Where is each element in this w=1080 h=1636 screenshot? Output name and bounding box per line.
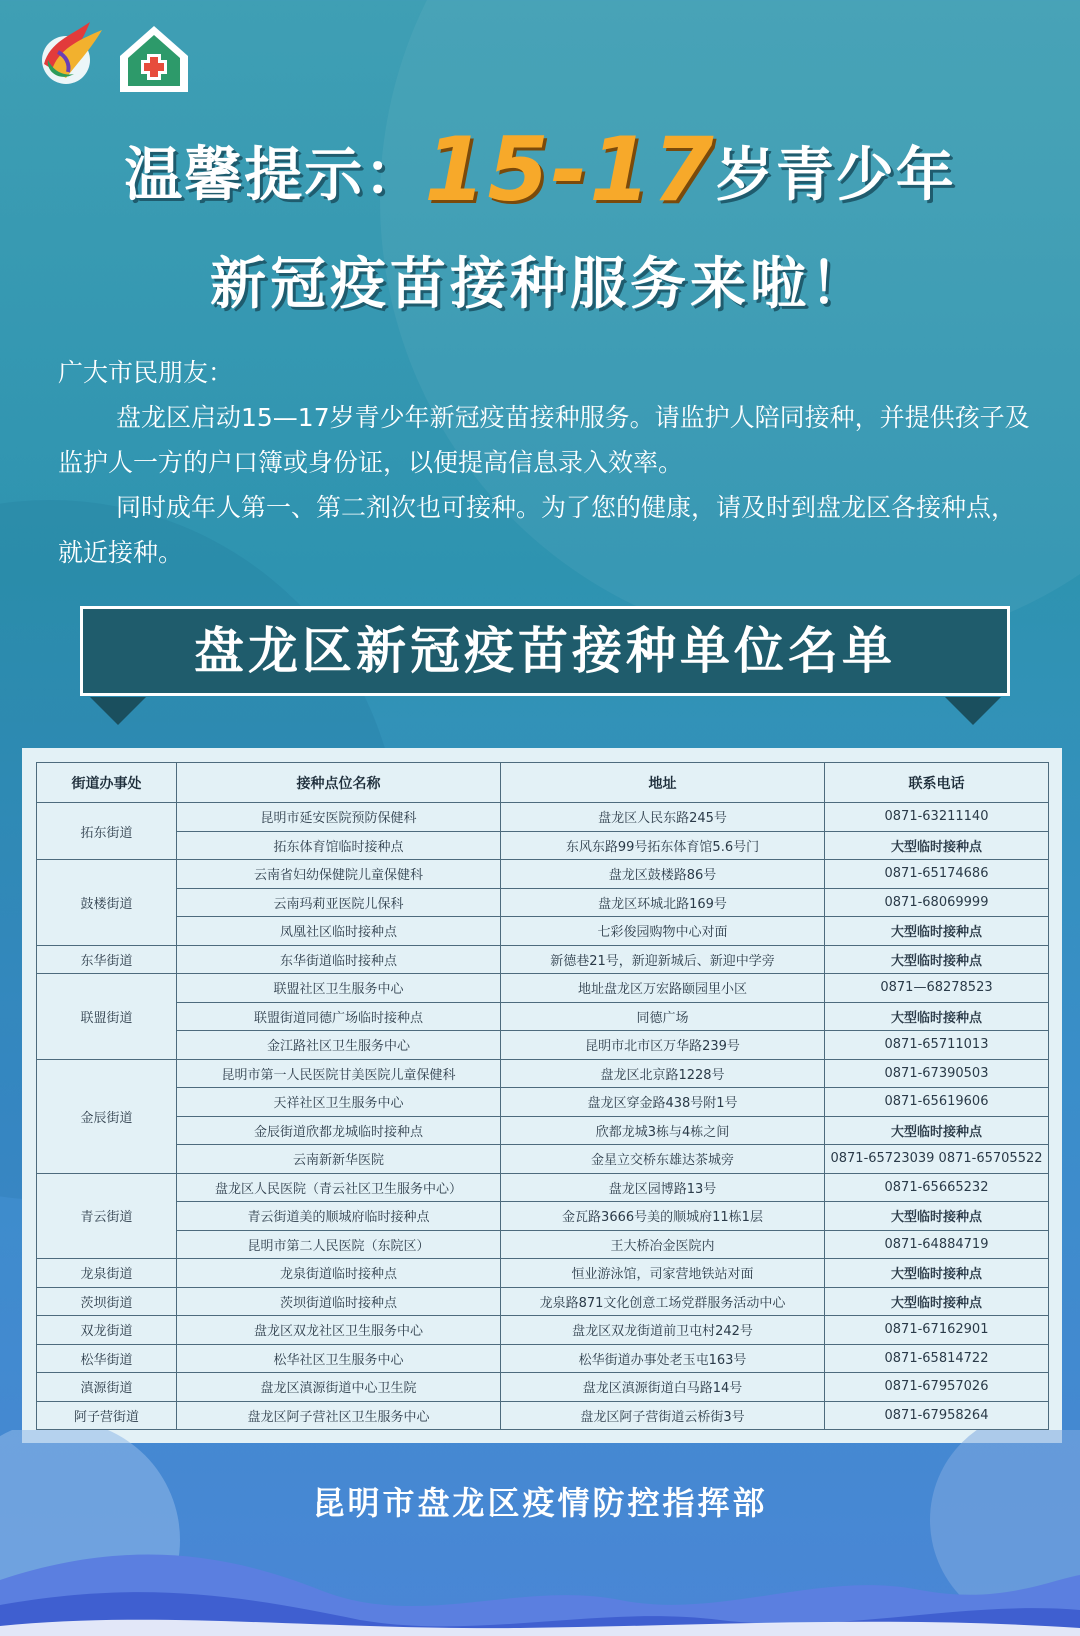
- site-name-cell: 茨坝街道临时接种点: [177, 1287, 501, 1316]
- column-header: 接种点位名称: [177, 763, 501, 803]
- site-name-cell: 云南玛莉亚医院儿保科: [177, 888, 501, 917]
- site-name-cell: 拓东体育馆临时接种点: [177, 831, 501, 860]
- street-office-cell: 阿子营街道: [37, 1401, 177, 1430]
- address-cell: 王大桥冶金医院内: [501, 1230, 825, 1259]
- phone-cell: 大型临时接种点: [825, 1259, 1049, 1288]
- intro-paragraph: 盘龙区启动15—17岁青少年新冠疫苗接种服务。请监护人陪同接种，并提供孩子及监护人一方的户口簿或身份证，以便提高信息录入效率。: [58, 403, 1030, 477]
- health-house-icon: [114, 20, 194, 98]
- site-name-cell: 松华社区卫生服务中心: [177, 1344, 501, 1373]
- address-cell: 盘龙区穿金路438号附1号: [501, 1088, 825, 1117]
- address-cell: 盘龙区环城北路169号: [501, 888, 825, 917]
- vaccination-sites-table-card: [22, 748, 1062, 1443]
- table-row: [37, 1344, 1049, 1373]
- list-title-banner: 盘龙区新冠疫苗接种单位名单: [80, 606, 1010, 696]
- phone-cell: 0871-65665232: [825, 1173, 1049, 1202]
- phone-cell: 0871-68069999: [825, 888, 1049, 917]
- site-name-cell: 昆明市延安医院预防保健科: [177, 803, 501, 832]
- address-cell: 松华街道办事处老玉屯163号: [501, 1344, 825, 1373]
- address-cell: 东风东路99号拓东体育馆5.6号门: [501, 831, 825, 860]
- headline-suffix: 岁青少年: [715, 140, 956, 209]
- table-row: [37, 1031, 1049, 1060]
- footer-organization: 昆明市盘龙区疫情防控指挥部: [312, 1484, 768, 1522]
- phone-cell: 大型临时接种点: [825, 831, 1049, 860]
- phone-cell: 0871-65814722: [825, 1344, 1049, 1373]
- table-row: [37, 1373, 1049, 1402]
- phone-cell: 0871-67957026: [825, 1373, 1049, 1402]
- address-cell: 盘龙区滇源街道白马路14号: [501, 1373, 825, 1402]
- street-office-cell: 青云街道: [37, 1173, 177, 1259]
- phone-cell: 大型临时接种点: [825, 1287, 1049, 1316]
- table-row: [37, 1287, 1049, 1316]
- table-header-row: [37, 763, 1049, 803]
- site-name-cell: 青云街道美的顺城府临时接种点: [177, 1202, 501, 1231]
- street-office-cell: 鼓楼街道: [37, 860, 177, 946]
- table-row: [37, 1145, 1049, 1174]
- address-cell: 昆明市北市区万华路239号: [501, 1031, 825, 1060]
- phone-cell: 大型临时接种点: [825, 1202, 1049, 1231]
- street-office-cell: 金辰街道: [37, 1059, 177, 1173]
- site-name-cell: 联盟社区卫生服务中心: [177, 974, 501, 1003]
- phone-cell: 0871—68278523: [825, 974, 1049, 1003]
- table-row: [37, 917, 1049, 946]
- headline-line2: 新冠疫苗接种服务来啦！: [210, 252, 870, 317]
- headline-age-range: 15-17: [424, 118, 716, 221]
- table-row: [37, 803, 1049, 832]
- table-row: [37, 1259, 1049, 1288]
- street-office-cell: 双龙街道: [37, 1316, 177, 1345]
- street-office-cell: 联盟街道: [37, 974, 177, 1060]
- site-name-cell: 金辰街道欣都龙城临时接种点: [177, 1116, 501, 1145]
- phone-cell: 大型临时接种点: [825, 1116, 1049, 1145]
- address-cell: 地址盘龙区万宏路颐园里小区: [501, 974, 825, 1003]
- site-name-cell: 天祥社区卫生服务中心: [177, 1088, 501, 1117]
- table-row: [37, 1116, 1049, 1145]
- site-name-cell: 昆明市第二人民医院（东院区）: [177, 1230, 501, 1259]
- street-office-cell: 茨坝街道: [37, 1287, 177, 1316]
- site-name-cell: 龙泉街道临时接种点: [177, 1259, 501, 1288]
- address-cell: 欣都龙城3栋与4栋之间: [501, 1116, 825, 1145]
- table-row: [37, 888, 1049, 917]
- site-name-cell: 云南新新华医院: [177, 1145, 501, 1174]
- headline-prefix: 温馨提示：: [124, 140, 425, 209]
- table-row: [37, 1202, 1049, 1231]
- site-name-cell: 联盟街道同德广场临时接种点: [177, 1002, 501, 1031]
- headline-line1: [0, 118, 1080, 221]
- site-name-cell: 盘龙区双龙社区卫生服务中心: [177, 1316, 501, 1345]
- table-row: [37, 1401, 1049, 1430]
- phone-cell: 大型临时接种点: [825, 945, 1049, 974]
- phone-cell: 0871-65723039 0871-65705522: [825, 1145, 1049, 1174]
- address-cell: 盘龙区园博路13号: [501, 1173, 825, 1202]
- phone-cell: 大型临时接种点: [825, 917, 1049, 946]
- table-row: [37, 831, 1049, 860]
- panlong-logo-icon: [30, 12, 110, 92]
- table-row: [37, 945, 1049, 974]
- address-cell: 金瓦路3666号美的顺城府11栋1层: [501, 1202, 825, 1231]
- column-header: 联系电话: [825, 763, 1049, 803]
- table-row: [37, 1316, 1049, 1345]
- address-cell: 盘龙区北京路1228号: [501, 1059, 825, 1088]
- table-row: [37, 1173, 1049, 1202]
- table-row: [37, 974, 1049, 1003]
- phone-cell: 大型临时接种点: [825, 1002, 1049, 1031]
- address-cell: 七彩俊园购物中心对面: [501, 917, 825, 946]
- street-office-cell: 龙泉街道: [37, 1259, 177, 1288]
- address-cell: 盘龙区鼓楼路86号: [501, 860, 825, 889]
- banner-ribbon-left: [90, 697, 146, 725]
- phone-cell: 0871-65174686: [825, 860, 1049, 889]
- address-cell: 盘龙区阿子营街道云桥街3号: [501, 1401, 825, 1430]
- table-row: [37, 1059, 1049, 1088]
- phone-cell: 0871-65711013: [825, 1031, 1049, 1060]
- logo-group: [30, 12, 200, 92]
- address-cell: 龙泉路871文化创意工场党群服务活动中心: [501, 1287, 825, 1316]
- address-cell: 盘龙区人民东路245号: [501, 803, 825, 832]
- decorative-waves: [0, 1430, 1080, 1636]
- site-name-cell: 昆明市第一人民医院甘美医院儿童保健科: [177, 1059, 501, 1088]
- phone-cell: 0871-65619606: [825, 1088, 1049, 1117]
- table-row: [37, 1088, 1049, 1117]
- table-row: [37, 1230, 1049, 1259]
- column-header: 地址: [501, 763, 825, 803]
- intro-text: [58, 350, 1038, 575]
- address-cell: 恒业游泳馆，司家营地铁站对面: [501, 1259, 825, 1288]
- address-cell: 金星立交桥东雄达茶城旁: [501, 1145, 825, 1174]
- street-office-cell: 东华街道: [37, 945, 177, 974]
- vaccination-sites-table: [36, 762, 1049, 1430]
- site-name-cell: 金江路社区卫生服务中心: [177, 1031, 501, 1060]
- table-row: [37, 1002, 1049, 1031]
- address-cell: 新德巷21号，新迎新城后、新迎中学旁: [501, 945, 825, 974]
- address-cell: 盘龙区双龙街道前卫屯村242号: [501, 1316, 825, 1345]
- banner-ribbon-right: [945, 697, 1001, 725]
- phone-cell: 0871-64884719: [825, 1230, 1049, 1259]
- street-office-cell: 拓东街道: [37, 803, 177, 860]
- phone-cell: 0871-67162901: [825, 1316, 1049, 1345]
- phone-cell: 0871-63211140: [825, 803, 1049, 832]
- phone-cell: 0871-67958264: [825, 1401, 1049, 1430]
- site-name-cell: 盘龙区阿子营社区卫生服务中心: [177, 1401, 501, 1430]
- site-name-cell: 云南省妇幼保健院儿童保健科: [177, 860, 501, 889]
- intro-greeting: 广大市民朋友：: [58, 358, 234, 387]
- site-name-cell: 盘龙区滇源街道中心卫生院: [177, 1373, 501, 1402]
- phone-cell: 0871-67390503: [825, 1059, 1049, 1088]
- address-cell: 同德广场: [501, 1002, 825, 1031]
- street-office-cell: 松华街道: [37, 1344, 177, 1373]
- site-name-cell: 东华街道临时接种点: [177, 945, 501, 974]
- street-office-cell: 滇源街道: [37, 1373, 177, 1402]
- column-header: 街道办事处: [37, 763, 177, 803]
- site-name-cell: 凤凰社区临时接种点: [177, 917, 501, 946]
- intro-paragraph: 同时成年人第一、第二剂次也可接种。为了您的健康，请及时到盘龙区各接种点，就近接种。: [58, 493, 1017, 567]
- site-name-cell: 盘龙区人民医院（青云社区卫生服务中心）: [177, 1173, 501, 1202]
- table-row: [37, 860, 1049, 889]
